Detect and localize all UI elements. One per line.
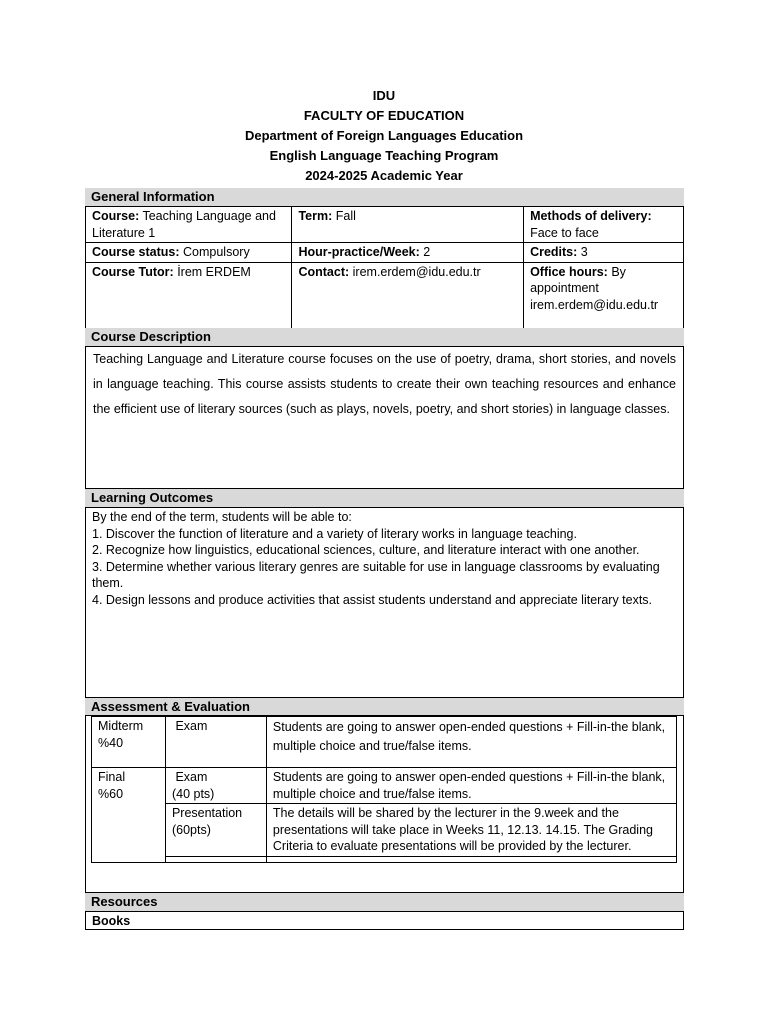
assessment-title: Assessment & Evaluation <box>85 698 684 716</box>
credits-cell: Credits: 3 <box>524 243 684 263</box>
midterm-cell: Midterm %40 <box>92 717 166 768</box>
empty-cell <box>165 856 266 862</box>
outcomes-intro: By the end of the term, students will be able to: <box>92 510 352 524</box>
general-info-table <box>85 206 684 332</box>
program-name: English Language Teaching Program <box>269 148 499 163</box>
books-row: Books <box>85 911 684 930</box>
final-exam-description: Students are going to answer open-ended questions + Fill-in-the blank, multiple choice and true/false items. <box>266 768 676 804</box>
final-cell: Final %60 <box>92 768 166 863</box>
office-hours-cell: Office hours: By appointment irem.erdem@idu.edu.tr <box>524 262 684 331</box>
contact-cell: Contact: irem.erdem@idu.edu.tr <box>292 262 524 331</box>
midterm-type-cell: Exam <box>165 717 266 768</box>
document-header <box>0 86 768 186</box>
outcome-item: 3. Determine whether various literary genres are suitable for use in language classrooms by evaluating them. <box>92 559 660 590</box>
presentation-description: The details will be shared by the lecturer in the 9.week and the presentations will take place in Weeks 11, 12.13. 14.15. The Grading Criteria to evaluate presentations will be provided by the lecturer. <box>266 804 676 857</box>
presentation-type-cell: Presentation (60pts) <box>165 804 266 857</box>
status-cell: Course status: Compulsory <box>86 243 292 263</box>
tutor-cell: Course Tutor: İrem ERDEM <box>86 262 292 331</box>
assessment-table <box>91 716 677 863</box>
delivery-cell: Methods of delivery: Face to face <box>524 207 684 243</box>
course-description-box <box>85 346 684 489</box>
course-description-text: Teaching Language and Literature course focuses on the use of poetry, drama, short stories, and novels in language teaching. This course assists students to create their own teaching resources and enhance the efficient use of literary sources (such as plays, novels, poetry, and short stories) in language classes. <box>93 352 676 416</box>
course-cell: Course: Teaching Language and Literature 1 <box>86 207 292 243</box>
contact-email[interactable]: irem.erdem@idu.edu.tr <box>352 264 481 279</box>
term-cell: Term: Fall <box>292 207 524 243</box>
office-email[interactable]: irem.erdem@idu.edu.tr <box>530 297 659 312</box>
empty-cell <box>266 856 676 862</box>
institution-name: IDU <box>372 88 396 103</box>
course-description-title: Course Description <box>85 328 684 346</box>
outcome-item: 1. Discover the function of literature and a variety of literary works in language teaching. <box>92 526 577 541</box>
general-info-title: General Information <box>85 188 684 206</box>
learning-outcomes-box <box>85 507 684 698</box>
department-name: Department of Foreign Languages Education <box>244 128 524 143</box>
resources-title: Resources <box>85 893 684 911</box>
outcome-item: 4. Design lessons and produce activities that assist students understand and appreciate literary texts. <box>92 592 653 607</box>
outcome-item: 2. Recognize how linguistics, educational sciences, culture, and literature interact with one another. <box>92 543 640 557</box>
academic-year: 2024-2025 Academic Year <box>305 168 463 183</box>
midterm-description: Students are going to answer open-ended questions + Fill-in-the blank, multiple choice and true/false items. <box>266 717 676 768</box>
learning-outcomes-title: Learning Outcomes <box>85 489 684 507</box>
hours-cell: Hour-practice/Week: 2 <box>292 243 524 263</box>
final-exam-type-cell: Exam (40 pts) <box>165 768 266 804</box>
faculty-name: FACULTY OF EDUCATION <box>303 108 465 123</box>
